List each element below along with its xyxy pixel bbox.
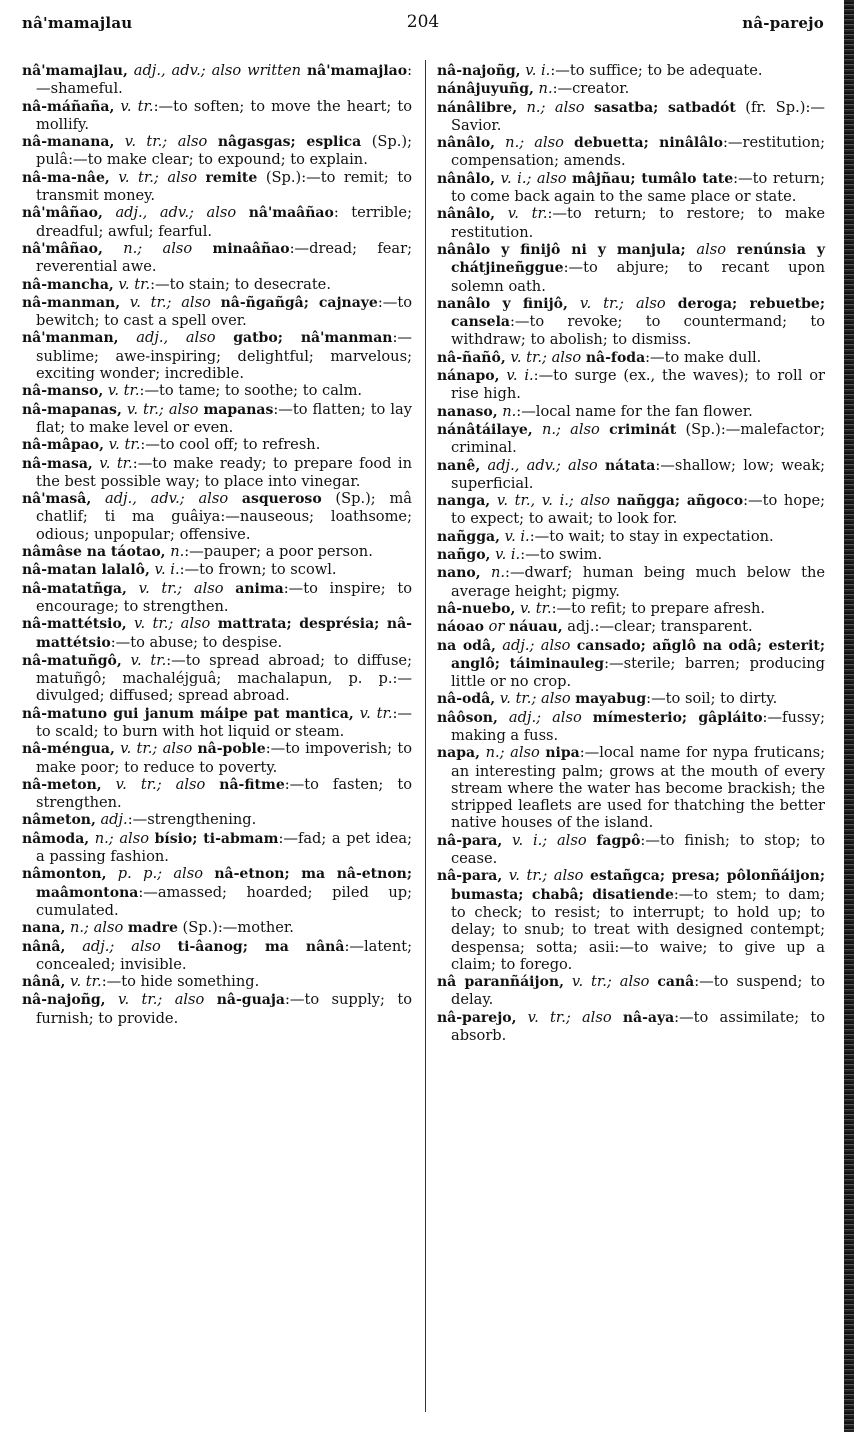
headword: nâ-mapanas, — [22, 401, 122, 418]
headword: nánâlibre, — [437, 99, 518, 116]
definition: :—shallow; low; weak; superficial. — [451, 456, 825, 492]
dictionary-entry — [22, 240, 412, 276]
headword: nânâlo, — [437, 170, 496, 187]
variant-forms: nañgga; añgoco — [616, 493, 744, 510]
headword: nâ-matuñgô, — [22, 652, 122, 669]
grammar-note: v. i. — [499, 367, 534, 385]
dictionary-entry — [22, 294, 412, 330]
variant-forms: nâ-foda — [585, 349, 646, 366]
definition: :—shameful. — [36, 62, 412, 98]
left-guide-word: nâ'mamajlau — [22, 14, 133, 32]
variant-forms: nâ-poble — [197, 741, 266, 758]
dictionary-entry — [22, 561, 412, 579]
grammar-note: or — [484, 618, 510, 636]
grammar-note: n.; also — [89, 829, 155, 847]
grammar-note: adj., adv.; also — [102, 204, 249, 222]
headword: náoao — [437, 619, 484, 636]
definition: :—to refit; to prepare afresh. — [551, 599, 765, 617]
definition: :—to swim. — [520, 546, 603, 564]
grammar-note: v. tr. — [65, 973, 102, 991]
definition: :—to supply; to furnish; to provide. — [36, 991, 412, 1027]
grammar-note: v. i. — [520, 62, 551, 79]
definition: :—to make dull. — [645, 348, 762, 366]
dictionary-entry — [437, 546, 825, 564]
variant-forms: gatbo; nâ'manman — [233, 330, 393, 347]
headword: nâ-para, — [437, 832, 503, 849]
grammar-note: n.; also — [479, 744, 546, 762]
grammar-note: v. tr. — [495, 205, 548, 223]
dictionary-entry — [437, 403, 825, 421]
grammar-note: v. tr.; also — [563, 973, 658, 991]
definition: (fr. Sp.):—Savior. — [451, 98, 825, 134]
headword: nâ-parejo, — [437, 1009, 517, 1026]
dictionary-entry — [22, 615, 412, 652]
definition: :—restitution; compensation; amends. — [451, 134, 826, 170]
definition: :—to stain; to desecrate. — [150, 275, 331, 293]
grammar-note: n. — [165, 543, 185, 561]
grammar-note: adj. — [95, 811, 128, 829]
dictionary-entry — [437, 62, 825, 80]
grammar-note: adj., adv.; also — [480, 456, 605, 474]
headword: nâ-masa, — [22, 455, 93, 472]
headword: nâ-matatñga, — [22, 580, 127, 597]
definition: :—latent; concealed; invisible. — [36, 937, 412, 973]
headword: nâ-máñaña, — [22, 98, 115, 115]
headword: nâ-najoñg, — [437, 63, 521, 79]
dictionary-entry — [22, 543, 412, 561]
headword: nâ'mâñao, — [22, 205, 103, 222]
headword: nâ'mamajlau, — [22, 63, 128, 79]
dictionary-entry — [437, 528, 825, 546]
dictionary-entry — [437, 80, 825, 98]
grammar-note: v. tr., v. i.; also — [490, 492, 617, 510]
definition: adj.:—clear; transparent. — [562, 618, 753, 636]
definition: (Sp.):—malefactor; criminal. — [451, 420, 826, 457]
headword: nâ'mâñao, — [22, 240, 103, 257]
grammar-note: v. tr. — [121, 651, 167, 669]
dictionary-entry — [22, 865, 412, 919]
dictionary-entry — [22, 62, 412, 98]
headword: nâ-najoñg, — [22, 992, 106, 1009]
dictionary-entry — [22, 98, 412, 134]
variant-forms: fagpô — [596, 832, 641, 849]
grammar-note: v. tr.; also — [105, 991, 217, 1009]
dictionary-entry — [22, 169, 412, 205]
definition: :—to soil; to dirty. — [646, 690, 778, 708]
dictionary-entry — [22, 455, 412, 491]
headword: nâ-para, — [437, 868, 503, 885]
headword: nâ paranñáijon, — [437, 974, 564, 991]
grammar-note: n.; also — [532, 420, 610, 438]
dictionary-entry — [437, 134, 825, 170]
variant-forms: canâ — [657, 974, 695, 991]
definition: :—to abuse; to despise. — [110, 633, 283, 651]
variant-forms: nâ-fitme — [219, 776, 285, 793]
dictionary-entry — [22, 938, 412, 974]
definition: :—to suspend; to delay. — [451, 973, 825, 1009]
variant-forms: renúnsia y chátjineñggue — [451, 241, 825, 277]
grammar-note: v. tr.; also — [505, 348, 586, 366]
dictionary-entry — [437, 457, 825, 493]
grammar-note: adj.; also — [65, 937, 178, 955]
grammar-note: v. i.; also — [502, 831, 597, 849]
variant-forms: nâ'maâñao — [248, 205, 334, 222]
grammar-note: v. tr. — [114, 97, 154, 115]
right-column — [437, 62, 825, 1044]
grammar-note: v. tr. — [113, 275, 151, 293]
headword: nâ-mancha, — [22, 276, 114, 293]
variant-forms: mapanas — [203, 401, 274, 418]
definition: :—to return; to come back again to the same place or state. — [451, 169, 825, 206]
headword: nanâlo y finijô, — [437, 295, 568, 312]
dictionary-entry — [22, 276, 412, 294]
definition: : terrible; dreadful; awful; fearful. — [36, 204, 412, 240]
definition: :—sublime; awe-inspiring; delightful; marvelous; exciting wonder; incredible. — [36, 329, 412, 383]
grammar-note: v. tr. — [103, 382, 140, 400]
dictionary-entry — [22, 991, 412, 1027]
headword: nanga, — [437, 493, 491, 510]
headword: nâôson, — [437, 709, 498, 726]
dictionary-entry — [437, 564, 825, 600]
dictionary-entry — [437, 618, 825, 636]
definition: :—to impoverish; to make poor; to reduce to poverty. — [36, 740, 412, 776]
definition: :—to spread abroad; to diffuse; matuñgô; machaléjguâ; machalapun, p. p.:—divulged; diffused; spread abroad. — [36, 651, 412, 705]
headword: nâ-manana, — [22, 134, 115, 151]
column-divider — [425, 60, 426, 1412]
headword: nâ-manman, — [22, 294, 121, 311]
variant-forms: mattrata; desprésia; nâ-mattétsio — [36, 616, 412, 651]
variant-forms: mayabug — [575, 691, 647, 708]
grammar-note: v. tr.; also — [126, 615, 218, 633]
headword: nâmoda, — [22, 830, 90, 847]
dictionary-entry — [437, 170, 825, 206]
headword: nanê, — [437, 457, 481, 474]
definition: :—to return; to restore; to make restitution. — [451, 205, 825, 241]
grammar-note: adj., also — [118, 329, 234, 347]
definition: (Sp.):—to remit; to transmit money. — [36, 168, 412, 205]
variant-forms: debuetta; ninâlâlo — [574, 135, 723, 152]
dictionary-entry — [437, 867, 825, 973]
definition: :—local name for the fan flower. — [516, 402, 753, 420]
grammar-note: v. tr.; also — [101, 775, 220, 793]
dictionary-entry — [437, 367, 825, 403]
dictionary-entry — [437, 241, 825, 295]
variant-forms: deroga; rebuetbe; cansela — [451, 295, 825, 331]
definition: :—dread; fear; reverential awe. — [36, 239, 413, 276]
definition: :—to make ready; to prepare food in the best possible way; to place into vinegar. — [36, 454, 412, 490]
headword: nánâtáilaye, — [437, 421, 533, 438]
variant-forms: náuau, — [509, 619, 563, 636]
variant-forms: criminát — [609, 421, 677, 438]
definition: :—to surge (ex., the waves); to roll or rise high. — [451, 367, 825, 403]
variant-forms: estañgca; presa; pôlonñáijon; bumasta; chabâ; disatiende — [451, 868, 825, 903]
grammar-note: v. i. — [499, 527, 530, 545]
dictionary-entry — [22, 919, 412, 937]
variant-forms: bísio; ti-abmam — [154, 830, 279, 847]
grammar-note: v. tr.; also — [114, 133, 218, 151]
grammar-note: n. — [480, 564, 506, 582]
grammar-note: also — [685, 240, 737, 258]
dictionary-entry — [437, 99, 825, 135]
grammar-note: v. tr.; also — [567, 294, 678, 312]
variant-forms: nipa — [545, 745, 580, 762]
definition: :—to hope; to expect; to await; to look for. — [451, 492, 825, 528]
dictionary-entry — [437, 637, 825, 691]
headword: nañgga, — [437, 528, 500, 545]
variant-forms: nâ-ñgañgâ; cajnaye — [220, 294, 378, 311]
grammar-note: v. i. — [149, 561, 180, 579]
headword: nâ-méngua, — [22, 741, 115, 758]
grammar-note: v. tr.; also — [502, 867, 590, 885]
variant-forms: minaâñao — [212, 240, 290, 257]
variant-forms: nâ-guaja — [216, 992, 285, 1009]
definition: :—to cool off; to refresh. — [140, 436, 321, 454]
variant-forms: madre — [127, 920, 178, 937]
dictionary-entry — [22, 401, 412, 437]
headword: nano, — [437, 565, 481, 582]
headword: nânâ, — [22, 938, 66, 955]
dictionary-entry — [22, 776, 412, 812]
dictionary-entry — [22, 973, 412, 991]
grammar-note: v. tr.; also — [120, 293, 221, 311]
dictionary-entry — [437, 421, 825, 457]
dictionary-entry — [22, 652, 412, 705]
definition: :—to revoke; to countermand; to withdraw; to abolish; to dismiss. — [451, 313, 825, 349]
grammar-note: p. p.; also — [106, 865, 215, 883]
dictionary-entry — [437, 492, 825, 528]
definition: :—to finish; to stop; to cease. — [451, 831, 825, 868]
left-column — [22, 62, 412, 1027]
grammar-note: adj.; also — [495, 636, 577, 654]
dictionary-entry — [437, 205, 825, 241]
variant-forms: sasatba; satbadót — [593, 99, 736, 116]
headword: nanaso, — [437, 403, 498, 420]
grammar-note: v. tr.; also — [121, 400, 204, 418]
grammar-note: v. tr.; also — [114, 740, 198, 758]
definition: :—local name for nypa fruticans; an interesting palm; grows at the mouth of every stream where the water has become brackish; the stripped leaflets are used for thatching the better native houses of the island. — [451, 744, 825, 832]
variant-forms: asqueroso — [241, 491, 322, 508]
dictionary-entry — [437, 973, 825, 1009]
dictionary-entry — [22, 705, 412, 741]
variant-forms: ti-âanog; ma nânâ — [177, 938, 345, 955]
headword: napa, — [437, 745, 480, 762]
headword: nana, — [22, 920, 66, 937]
definition: :—creator. — [552, 80, 630, 98]
grammar-note: v. tr.; also — [516, 1008, 623, 1026]
definition: (Sp.); mâ chatlif; ti ma guâiya:—nauseous; loathsome; odious; unpopular; offensive. — [36, 490, 412, 543]
grammar-note: v. i. — [490, 546, 521, 564]
headword: na odâ, — [437, 637, 496, 654]
grammar-note: n. — [497, 402, 517, 420]
grammar-note: v. tr.; also — [495, 690, 576, 708]
variant-forms: nátata — [605, 457, 656, 474]
variant-forms: nâ-etnon; ma nâ-etnon; maâmontona — [36, 866, 413, 901]
definition: :—to assimilate; to absorb. — [451, 1008, 825, 1045]
grammar-note: v. i.; also — [495, 169, 573, 187]
dictionary-entry — [437, 295, 825, 349]
definition: (Sp.):—mother. — [177, 919, 294, 937]
headword: nânâ, — [22, 974, 66, 991]
headword: nâ-mâpao, — [22, 437, 105, 454]
variant-forms: anima — [235, 580, 284, 597]
dictionary-entry — [22, 436, 412, 454]
grammar-note: adj., adv.; also — [91, 490, 242, 508]
headword: nânâlo y finijô ni y manjula; — [437, 241, 686, 258]
definition: :—to suffice; to be adequate. — [550, 62, 763, 79]
grammar-note: v. tr.; also — [126, 579, 236, 597]
definition: :—to bewitch; to cast a spell over. — [36, 293, 412, 330]
grammar-note: adj.; also — [497, 708, 593, 726]
headword: nañgo, — [437, 547, 491, 564]
headword: nâmeton, — [22, 812, 96, 829]
variant-forms: nâ'mamajlao — [306, 63, 408, 79]
variant-forms: nâgasgas; esplica — [217, 134, 362, 151]
headword: nâ-meton, — [22, 776, 102, 793]
page-number: 204 — [406, 12, 440, 32]
headword: nâ-odâ, — [437, 691, 496, 708]
definition: :—to fasten; to strengthen. — [36, 775, 412, 812]
variant-forms: nâ-aya — [622, 1009, 675, 1026]
dictionary-entry — [437, 349, 825, 367]
variant-forms: mímesterio; gâpláito — [592, 709, 763, 726]
grammar-note: v. tr.; also — [109, 168, 206, 186]
definition: :—sterile; barren; producing little or no crop. — [451, 654, 825, 691]
headword: nâ-ma-nâe, — [22, 169, 110, 186]
headword: nâ-matan lalalô, — [22, 562, 150, 579]
definition: :—to inspire; to encourage; to strengthen. — [36, 579, 412, 615]
dictionary-entry — [22, 830, 412, 866]
dictionary-entry — [22, 811, 412, 829]
definition: :—amassed; hoarded; piled up; cumulated. — [36, 883, 412, 919]
grammar-note: v. tr. — [515, 599, 552, 617]
grammar-note: n.; also — [495, 134, 575, 152]
dictionary-entry — [22, 329, 412, 382]
dictionary-entry — [22, 490, 412, 543]
right-guide-word: nâ-parejo — [742, 14, 824, 32]
definition: :—pauper; a poor person. — [184, 543, 373, 561]
definition: :—to frown; to scowl. — [179, 561, 337, 579]
dictionary-entry — [22, 204, 412, 240]
dictionary-entry — [437, 832, 825, 868]
headword: nánâjuyuñg, — [437, 81, 534, 98]
headword: nâmâse na táotao, — [22, 544, 166, 561]
headword: nâ-mattétsio, — [22, 616, 127, 633]
definition: :—to scald; to burn with hot liquid or steam. — [36, 704, 412, 740]
definition: :—to stem; to dam; to check; to resist; to interrupt; to hold up; to delay; to snub; to treat with designed contempt; despensa; sotta; asii:—to waive; to give up a claim; to forego. — [451, 885, 825, 973]
dictionary-entry — [437, 600, 825, 618]
definition: :—to hide something. — [101, 973, 260, 991]
definition: :—to flatten; to lay flat; to make level or even. — [36, 400, 412, 436]
definition: :—dwarf; human being much below the average height; pigmy. — [451, 564, 825, 600]
headword: nâ-nuebo, — [437, 600, 516, 617]
definition: :—fad; a pet idea; a passing fashion. — [36, 829, 412, 866]
headword: nâ-ñañô, — [437, 349, 506, 366]
definition: :—to abjure; to recant upon solemn oath. — [451, 259, 825, 295]
grammar-note: v. tr. — [104, 436, 141, 454]
grammar-note: n.; also — [517, 98, 594, 116]
definition: :—to soften; to move the heart; to mollify. — [36, 97, 412, 133]
dictionary-entry — [22, 580, 412, 616]
definition: :—fussy; making a fuss. — [451, 708, 825, 744]
headword: nâmonton, — [22, 866, 107, 883]
grammar-note: n.; also — [102, 239, 213, 257]
grammar-note: v. tr. — [353, 704, 393, 722]
headword: nâ'manman, — [22, 330, 119, 347]
dictionary-entry — [22, 382, 412, 400]
variant-forms: cansado; añglô na odâ; esterit; anglô; táiminauleg — [451, 637, 825, 672]
headword: nânâlo, — [437, 135, 496, 152]
headword: nánapo, — [437, 368, 500, 385]
definition: :—to wait; to stay in expectation. — [529, 527, 774, 545]
variant-forms: remite — [205, 169, 258, 186]
dictionary-entry — [437, 709, 825, 745]
dictionary-entry — [22, 133, 412, 169]
grammar-note: adj., adv.; also written — [127, 62, 307, 79]
variant-forms: mâjñau; tumâlo tate — [572, 170, 734, 187]
headword: nâ-manso, — [22, 383, 104, 400]
page-header — [22, 8, 824, 38]
grammar-note: n. — [533, 80, 553, 98]
dictionary-entry — [437, 690, 825, 708]
dictionary-entry — [22, 740, 412, 776]
definition: (Sp.); pulâ:—to make clear; to expound; to explain. — [36, 133, 412, 169]
dictionary-entry — [437, 744, 825, 831]
dictionary-entry — [437, 1009, 825, 1045]
definition: :—strengthening. — [127, 811, 257, 829]
headword: nâ'masâ, — [22, 491, 92, 508]
definition: :—to tame; to soothe; to calm. — [139, 382, 363, 400]
grammar-note: n.; also — [65, 919, 128, 937]
headword: nâ-matuno gui janum máipe pat mantica, — [22, 705, 354, 722]
page-edge-border — [844, 0, 854, 1432]
headword: nânâlo, — [437, 206, 496, 223]
grammar-note: v. tr. — [92, 454, 133, 472]
